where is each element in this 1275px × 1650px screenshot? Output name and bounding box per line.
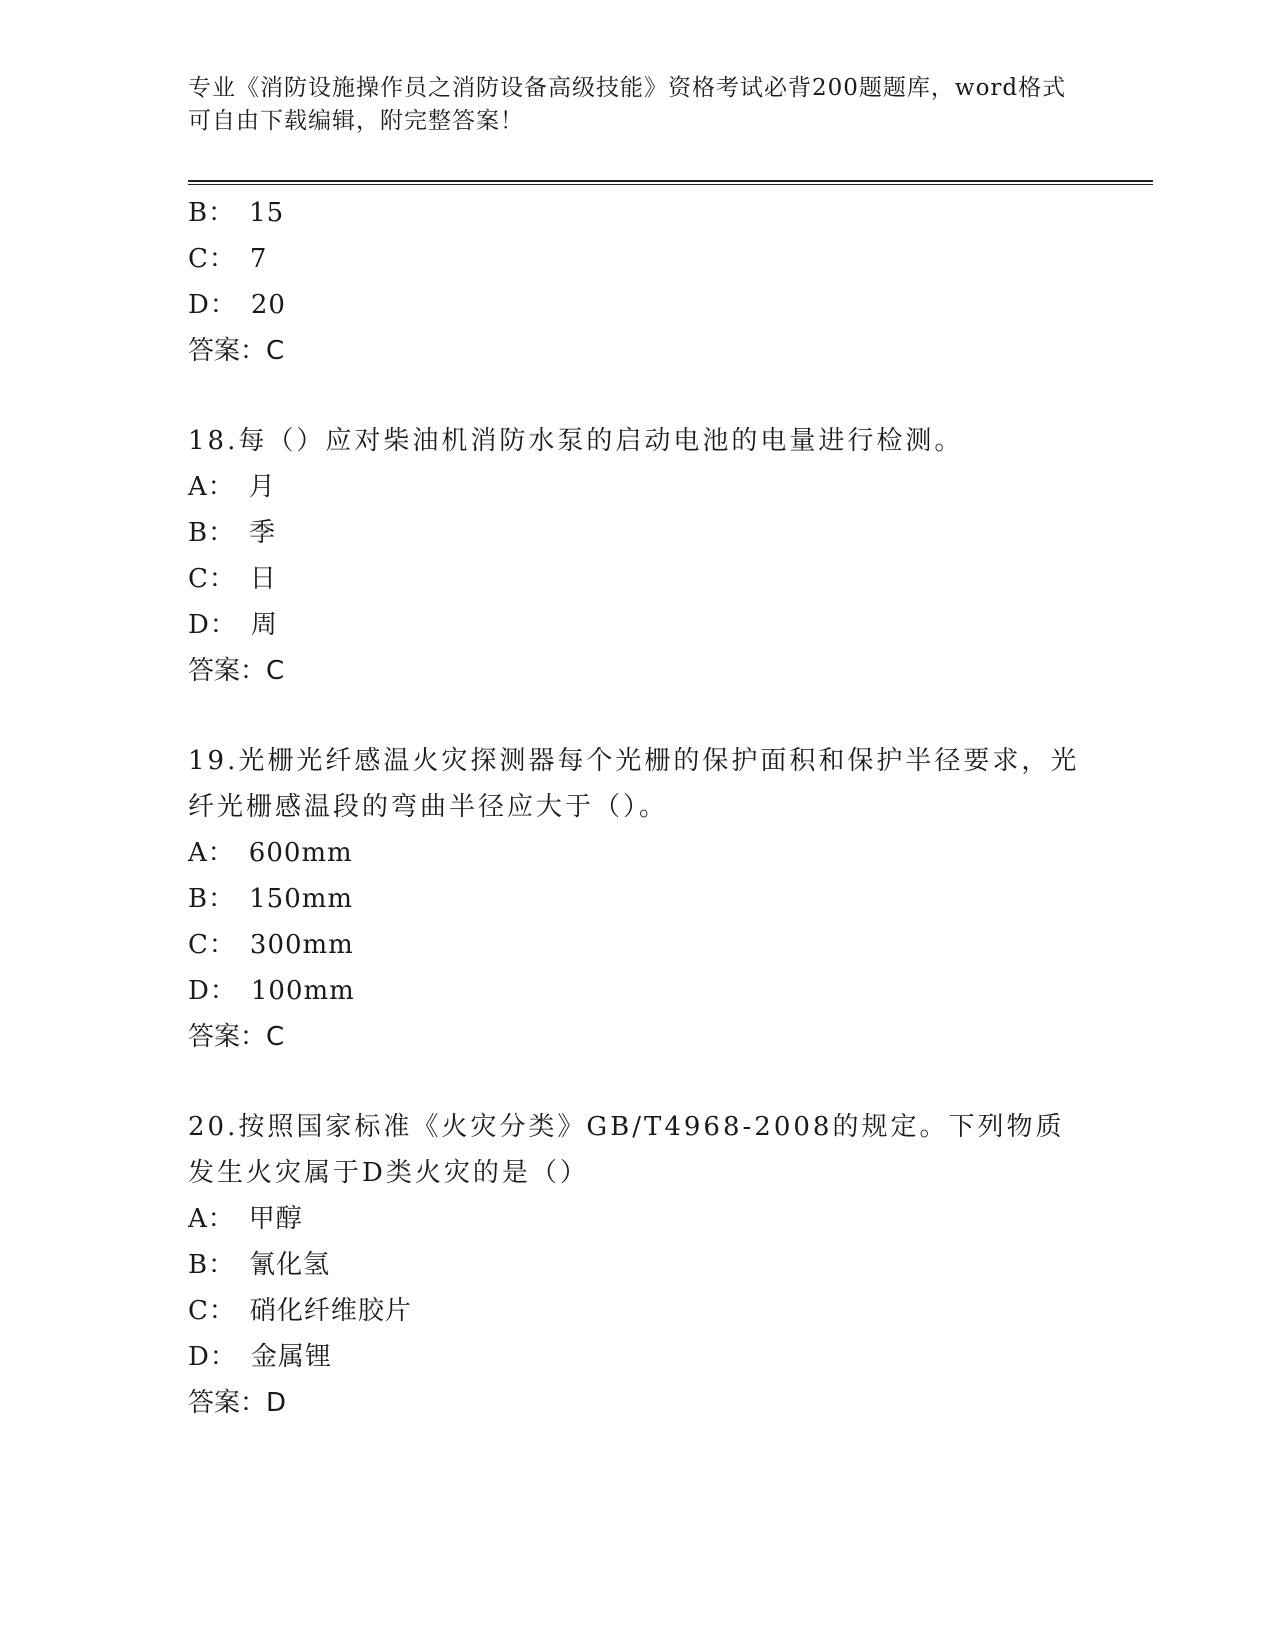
option-c: C： 硝化纤维胶片 — [188, 1296, 412, 1326]
option-b: B： 150mm — [188, 884, 354, 914]
option-c: C： 日 — [188, 564, 277, 594]
question-block-20 — [188, 1104, 1088, 1426]
answer-line: 答案：C — [188, 336, 285, 366]
option-b: B： 氰化氢 — [188, 1250, 331, 1280]
question-text: 20.按照国家标准《火灾分类》GB/T4968-2008的规定。下列物质发生火灾属于D类火灾的是（） — [188, 1112, 1065, 1188]
question-list — [188, 190, 1088, 1426]
question-block-18 — [188, 418, 1088, 694]
header-text: 专业《消防设施操作员之消防设备高级技能》资格考试必背200题题库，word格式可自由下载编辑，附完整答案！ — [188, 75, 1067, 134]
question-block-17 — [188, 190, 1088, 374]
option-d: D： 金属锂 — [188, 1342, 332, 1372]
question-block-19 — [188, 738, 1088, 1060]
answer-line: 答案：C — [188, 1022, 285, 1052]
option-d: D： 周 — [188, 610, 278, 640]
option-c: C： 300mm — [188, 930, 354, 960]
option-a: A： 月 — [188, 472, 276, 502]
answer-line: 答案：C — [188, 656, 285, 686]
option-d: D： 100mm — [188, 976, 355, 1006]
option-d: D： 20 — [188, 290, 286, 320]
question-text: 19.光栅光纤感温火灾探测器每个光栅的保护面积和保护半径要求，光纤光栅感温段的弯曲半径应大于（）。 — [188, 746, 1080, 822]
option-b: B： 15 — [188, 198, 285, 228]
option-a: A： 甲醇 — [188, 1204, 303, 1234]
answer-line: 答案：D — [188, 1388, 287, 1418]
question-text: 18.每（）应对柴油机消防水泵的启动电池的电量进行检测。 — [188, 426, 964, 456]
document-header — [188, 72, 1068, 138]
option-c: C： 7 — [188, 244, 268, 274]
option-b: B： 季 — [188, 518, 277, 548]
option-a: A： 600mm — [188, 838, 353, 868]
header-divider-thick — [188, 180, 1153, 182]
header-divider-thin — [188, 184, 1153, 185]
